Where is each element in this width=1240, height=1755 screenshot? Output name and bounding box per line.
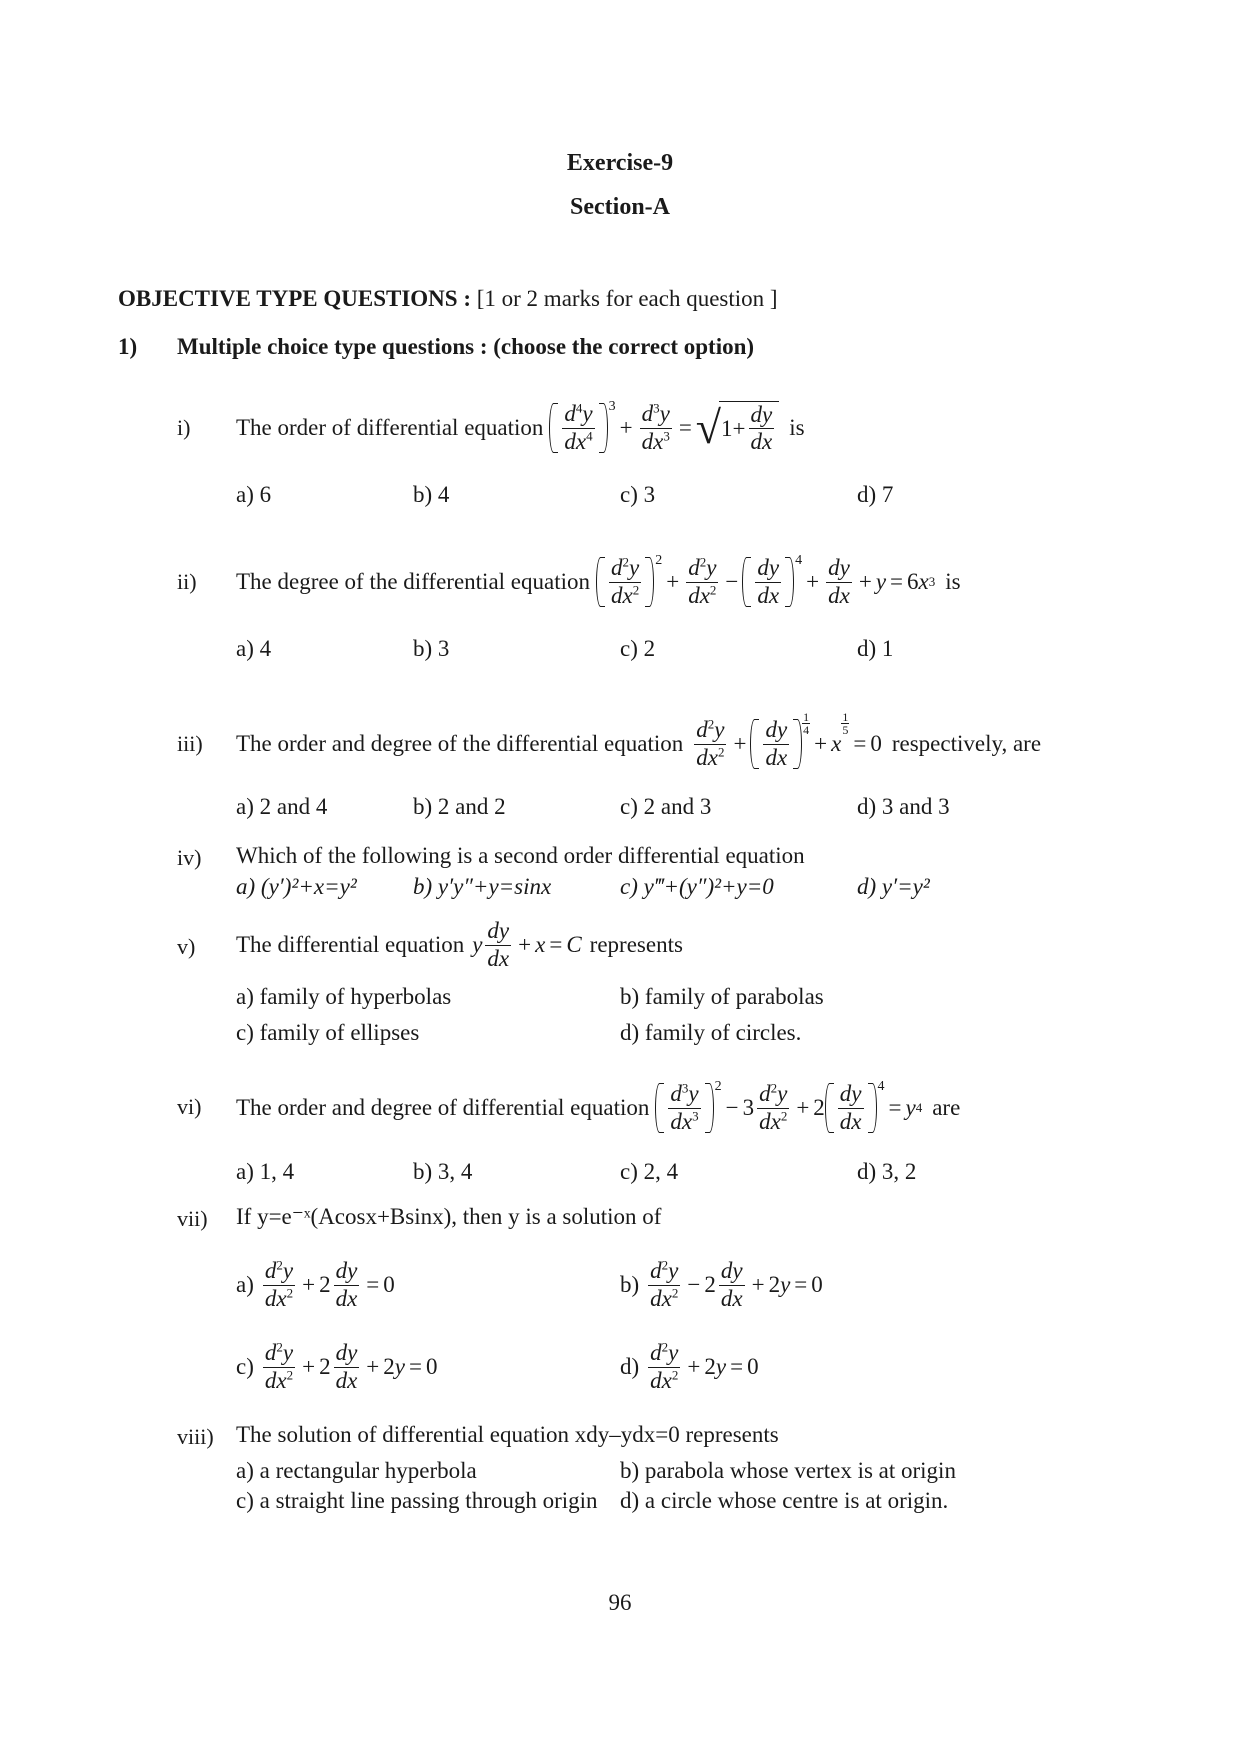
question-3-option-d: d) 3 and 3 bbox=[857, 794, 950, 819]
part1-number: 1) bbox=[118, 334, 138, 359]
question-3-suffix: respectively, are bbox=[891, 731, 1042, 756]
question-number-3: iii) bbox=[177, 731, 203, 756]
question-7-option-c: c) bbox=[236, 1354, 254, 1379]
question-6-suffix: are bbox=[932, 1095, 961, 1120]
section-title: Section-A bbox=[570, 194, 670, 220]
question-6-option-a: a) 1, 4 bbox=[236, 1159, 295, 1184]
question-7-option-b-equation: $\frac{d^2y}{dx^2}$ − 2 $\frac{dy}{dx}$ + 2 y = 0 bbox=[650, 1257, 823, 1311]
question-7-option-b-row bbox=[620, 1252, 823, 1318]
question-7-option-d: d) bbox=[620, 1354, 640, 1379]
objective-heading: OBJECTIVE TYPE QUESTIONS : bbox=[118, 286, 471, 311]
question-number-2: ii) bbox=[177, 569, 197, 594]
part1-title: Multiple choice type questions : (choose the correct option) bbox=[177, 334, 755, 359]
question-6-equation: $\frac{d^3y}{dx^3}$ 2 − 3 $\frac{d^2y}{dx^2}$ + 2 $\frac{dy}{dx}$ 4 = y 4 bbox=[655, 1081, 922, 1135]
question-6-option-d: d) 3, 2 bbox=[857, 1159, 917, 1184]
question-2 bbox=[236, 540, 961, 624]
question-6 bbox=[236, 1066, 960, 1150]
question-2-option-a: a) 4 bbox=[236, 636, 272, 661]
question-5-option-c: c) family of ellipses bbox=[236, 1020, 420, 1045]
question-7-option-c-equation: $\frac{d^2y}{dx^2}$ + 2 $\frac{dy}{dx}$ + 2 y = 0 bbox=[264, 1339, 438, 1393]
question-4-option-a: a) (y′)²+x=y² bbox=[236, 874, 357, 899]
question-7-option-a-row bbox=[236, 1252, 395, 1318]
question-8-text: The solution of differential equation xdy–ydx=0 represents bbox=[236, 1422, 779, 1447]
question-1 bbox=[236, 386, 805, 470]
question-3-equation: $\frac{d^2y}{dx^2}$ + $\frac{dy}{dx}$ 1 4 + x $\frac{1}{5}$ = 0 bbox=[696, 710, 882, 770]
page-number: 96 bbox=[608, 1590, 632, 1615]
question-5-suffix: represents bbox=[589, 932, 683, 957]
question-5-text: The differential equation bbox=[236, 932, 465, 957]
question-number-7: vii) bbox=[177, 1206, 208, 1231]
question-number-5: v) bbox=[177, 934, 196, 959]
question-3-text: The order and degree of the differential equation bbox=[236, 731, 684, 756]
question-5-option-a: a) family of hyperbolas bbox=[236, 984, 452, 1009]
question-1-text: The order of differential equation bbox=[236, 415, 544, 440]
question-7-text: If y=e⁻ˣ(Acosx+Bsinx), then y is a solution of bbox=[236, 1204, 662, 1229]
question-number-4: iv) bbox=[177, 845, 202, 870]
question-3 bbox=[236, 700, 1041, 788]
question-3-option-a: a) 2 and 4 bbox=[236, 794, 328, 819]
question-8-option-d: d) a circle whose centre is at origin. bbox=[620, 1488, 949, 1513]
question-4-option-c: c) y‴+(y″)²+y=0 bbox=[620, 874, 774, 899]
question-4-option-b: b) y′y″+y=sinx bbox=[413, 874, 552, 899]
question-1-option-d: d) 7 bbox=[857, 482, 894, 507]
question-6-text: The order and degree of differential equation bbox=[236, 1095, 650, 1120]
question-1-suffix: is bbox=[789, 415, 805, 440]
question-7-option-a-equation: $\frac{d^2y}{dx^2}$ + 2 $\frac{dy}{dx}$ = 0 bbox=[264, 1257, 395, 1311]
question-3-option-c: c) 2 and 3 bbox=[620, 794, 712, 819]
question-6-option-c: c) 2, 4 bbox=[620, 1159, 679, 1184]
question-5-option-b: b) family of parabolas bbox=[620, 984, 824, 1009]
question-5 bbox=[236, 914, 683, 976]
question-4-text: Which of the following is a second order differential equation bbox=[236, 843, 805, 868]
question-number-1: i) bbox=[177, 415, 191, 440]
question-2-equation: $\frac{d^2y}{dx^2}$ 2 + $\frac{d^2y}{dx^2}$ − $\frac{dy}{dx}$ 4 + $\frac{dy}{dx}$ + y = 6 x 3 bbox=[596, 555, 935, 609]
question-3-option-b: b) 2 and 2 bbox=[413, 794, 506, 819]
question-1-equation: $\frac{d^4y}{dx^4}$ 3 + $\frac{d^3y}{dx^3}$ = √ 1+ $\frac{dy}{dx}$ bbox=[549, 401, 779, 456]
question-number-8: viii) bbox=[177, 1424, 214, 1449]
objective-heading-line bbox=[118, 286, 778, 312]
question-7-option-c-row bbox=[236, 1334, 437, 1400]
question-2-option-b: b) 3 bbox=[413, 636, 450, 661]
question-number-6: vi) bbox=[177, 1094, 202, 1119]
question-5-equation: y $\frac{dy}{dx}$ + x = C bbox=[472, 918, 582, 971]
question-2-text: The degree of the differential equation bbox=[236, 569, 590, 594]
question-6-option-b: b) 3, 4 bbox=[413, 1159, 473, 1184]
question-4-option-d: d) y′=y² bbox=[857, 874, 930, 899]
question-7-option-b: b) bbox=[620, 1272, 640, 1297]
question-8-option-c: c) a straight line passing through origin bbox=[236, 1488, 598, 1513]
question-7-option-d-row bbox=[620, 1334, 759, 1400]
question-2-option-c: c) 2 bbox=[620, 636, 656, 661]
question-1-option-a: a) 6 bbox=[236, 482, 272, 507]
question-1-option-b: b) 4 bbox=[413, 482, 450, 507]
question-7-option-d-equation: $\frac{d^2y}{dx^2}$ + 2 y = 0 bbox=[650, 1339, 759, 1393]
question-1-option-c: c) 3 bbox=[620, 482, 656, 507]
question-5-option-d: d) family of circles. bbox=[620, 1020, 802, 1045]
question-8-option-b: b) parabola whose vertex is at origin bbox=[620, 1458, 956, 1483]
question-8-option-a: a) a rectangular hyperbola bbox=[236, 1458, 477, 1483]
question-2-option-d: d) 1 bbox=[857, 636, 894, 661]
objective-marks: [1 or 2 marks for each question ] bbox=[476, 286, 778, 311]
question-2-suffix: is bbox=[945, 569, 961, 594]
question-7-option-a: a) bbox=[236, 1272, 254, 1297]
exercise-title: Exercise-9 bbox=[566, 150, 674, 176]
